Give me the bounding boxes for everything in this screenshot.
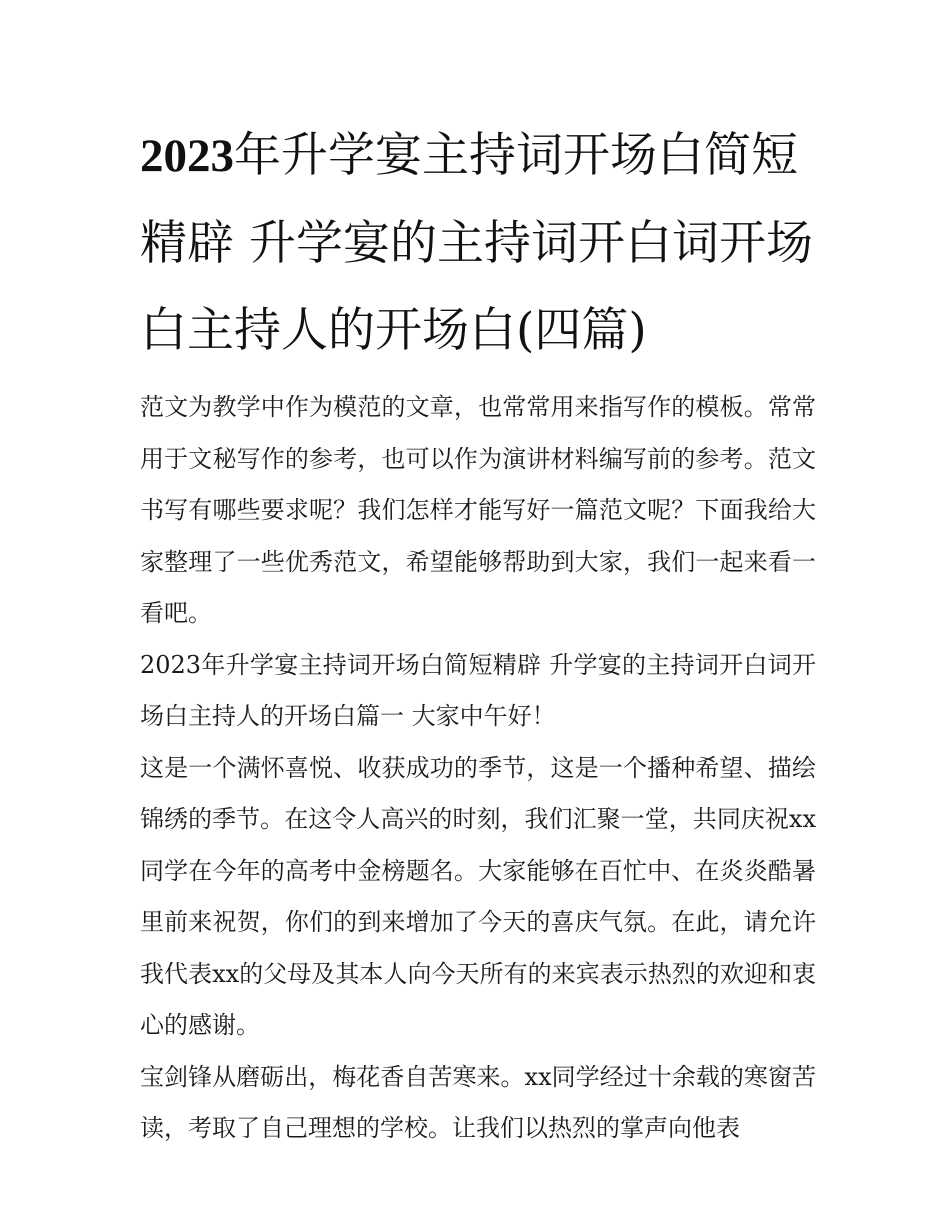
document-body: [140, 382, 816, 1155]
title-text: 年升学宴主持词开场白简短精辟 升学宴的主持词开白词开场白主持人的开场白(四篇): [140, 128, 813, 358]
document-page: [140, 112, 816, 1155]
paragraph-heading-1: 2023年升学宴主持词开场白简短精辟 升学宴的主持词开白词开场白主持人的开场白篇一 大家中午好！: [140, 650, 816, 730]
paragraph-3: 宝剑锋从磨砺出，梅花香自苦寒来。xx同学经过十余载的寒窗苦读，考取了自己理想的学校。让我们以热烈的掌声向他表: [140, 1062, 816, 1142]
paragraph-2: 这是一个满怀喜悦、收获成功的季节，这是一个播种希望、描绘锦绣的季节。在这令人高兴的时刻，我们汇聚一堂，共同庆祝xx同学在今年的高考中金榜题名。大家能够在百忙中、在炎炎酷暑里前来祝贺，你们的到来增加了今天的喜庆气氛。在此，请允许我代表xx的父母及其本人向今天所有的来宾表示热烈的欢迎和衷心的感谢。: [140, 753, 816, 1039]
title-year: 2023: [140, 130, 234, 182]
document-title: [140, 112, 816, 374]
paragraph-intro: 范文为教学中作为模范的文章，也常常用来指写作的模板。常常用于文秘写作的参考，也可以作为演讲材料编写前的参考。范文书写有哪些要求呢？我们怎样才能写好一篇范文呢？下面我给大家整理了一些优秀范文，希望能够帮助到大家，我们一起来看一看吧。: [140, 393, 816, 627]
